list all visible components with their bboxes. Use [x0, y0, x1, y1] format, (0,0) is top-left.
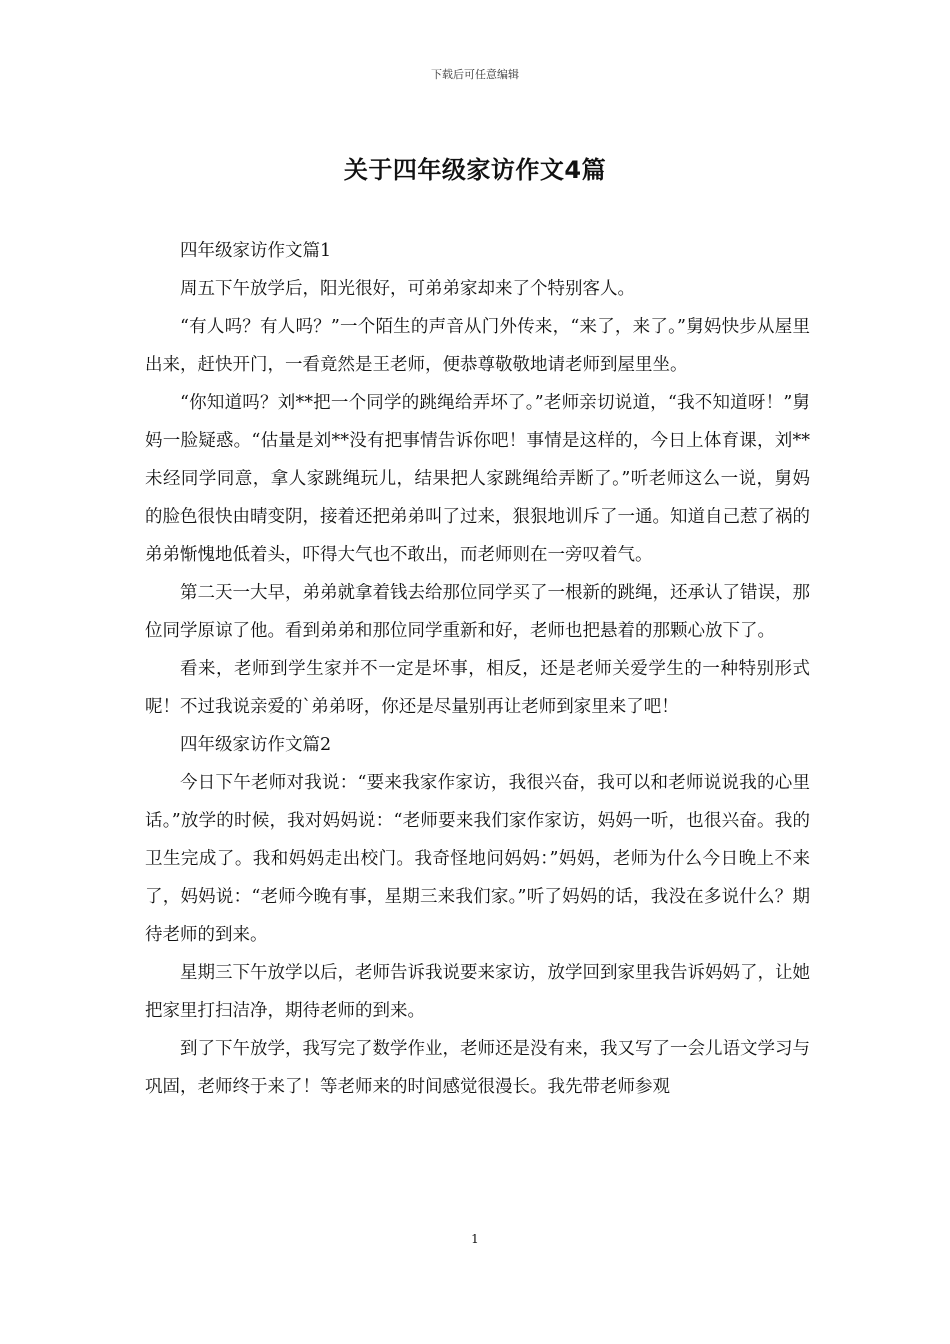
paragraph: 到了下午放学，我写完了数学作业，老师还是没有来，我又写了一会儿语文学习与巩固，老师终于来了！等老师来的时间感觉很漫长。我先带老师参观 — [145, 1039, 810, 1097]
paragraph: “有人吗？有人吗？”一个陌生的声音从门外传来，“来了，来了。”舅妈快步从屋里出来，赶快开门，一看竟然是王老师，便恭尊敬敬地请老师到屋里坐。 — [145, 317, 810, 375]
header-note: 下载后可任意编辑 — [431, 68, 519, 81]
section-heading-2: 四年级家访作文篇2 — [180, 735, 332, 755]
section-heading-1: 四年级家访作文篇1 — [180, 241, 332, 261]
document-body — [145, 232, 810, 1106]
document-title: 关于四年级家访作文4篇 — [343, 156, 607, 184]
paragraph: 今日下午老师对我说：“要来我家作家访，我很兴奋，我可以和老师说说我的心里话。”放学的时候，我对妈妈说：“老师要来我们家作家访，妈妈一听，也很兴奋。我的卫生完成了。我和妈妈走出校门。我奇怪地问妈妈：”妈妈，老师为什么今日晚上不来了，妈妈说：“老师今晚有事，星期三来我们家。”听了妈妈的话，我没在多说什么？期待老师的到来。 — [145, 773, 810, 945]
paragraph: 第二天一大早，弟弟就拿着钱去给那位同学买了一根新的跳绳，还承认了错误，那位同学原谅了他。看到弟弟和那位同学重新和好，老师也把悬着的那颗心放下了。 — [145, 583, 810, 641]
paragraph: 看来，老师到学生家并不一定是坏事，相反，还是老师关爱学生的一种特别形式呢！不过我说亲爱的`弟弟呀，你还是尽量别再让老师到家里来了吧！ — [145, 659, 810, 717]
paragraph: 周五下午放学后，阳光很好，可弟弟家却来了个特别客人。 — [180, 279, 635, 299]
page-number: 1 — [471, 1232, 479, 1246]
paragraph: “你知道吗？刘**把一个同学的跳绳给弄坏了。”老师亲切说道，“我不知道呀！”舅妈一脸疑惑。“估量是刘**没有把事情告诉你吧！事情是这样的，今日上体育课，刘**未经同学同意，拿人家跳绳玩儿，结果把人家跳绳给弄断了。”听老师这么一说，舅妈的脸色很快由晴变阴，接着还把弟弟叫了过来，狠狠地训斥了一通。知道自己惹了祸的弟弟惭愧地低着头，吓得大气也不敢出，而老师则在一旁叹着气。 — [145, 393, 810, 565]
paragraph: 星期三下午放学以后，老师告诉我说要来家访，放学回到家里我告诉妈妈了，让她把家里打扫洁净，期待老师的到来。 — [145, 963, 810, 1021]
